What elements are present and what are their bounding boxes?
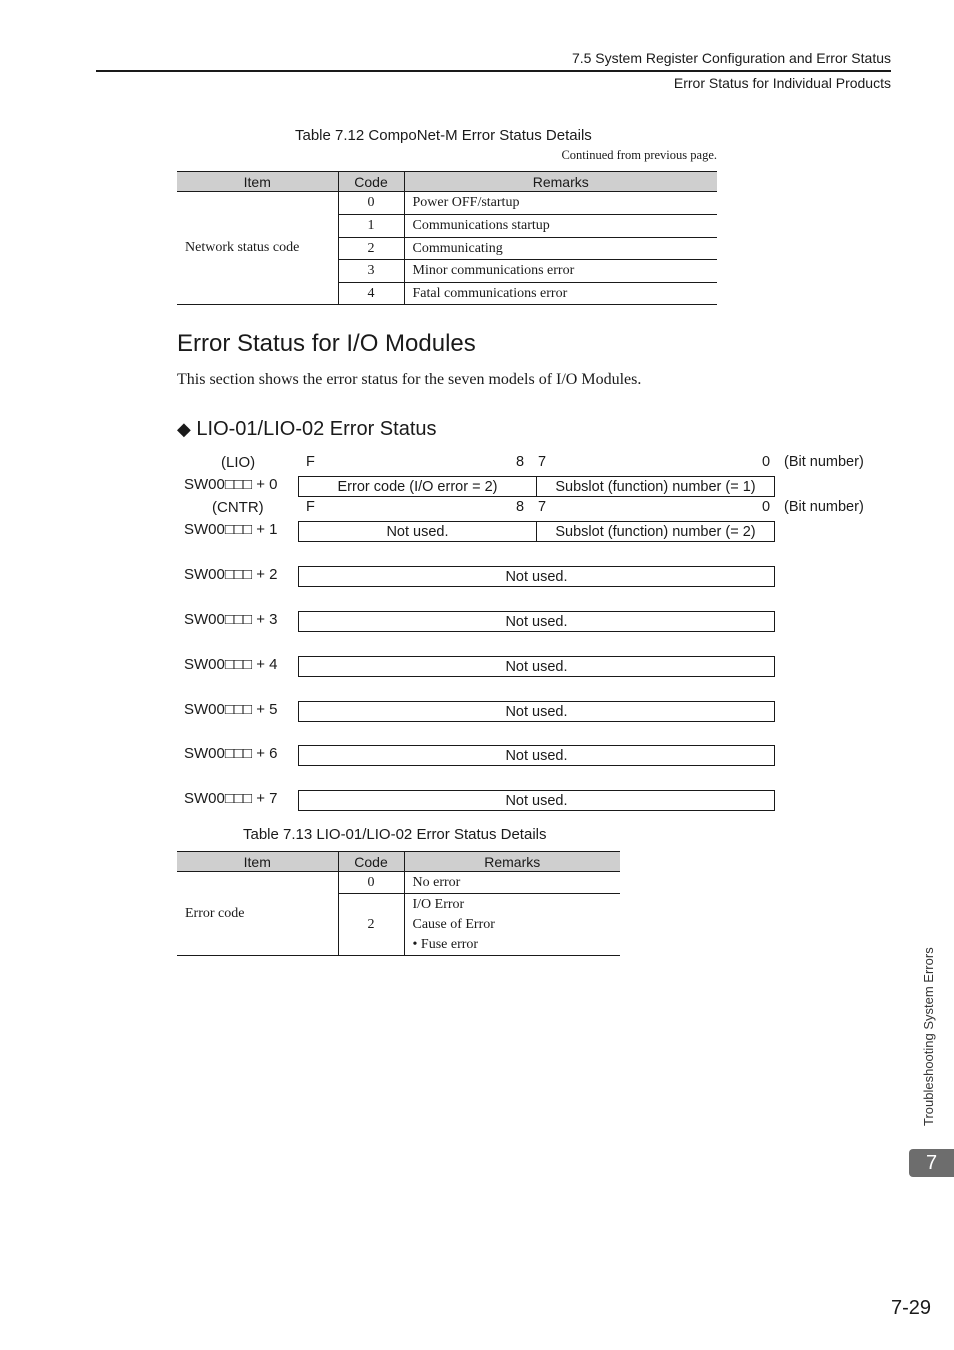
remarks-cell: No error bbox=[404, 872, 620, 894]
header-section-title: 7.5 System Register Configuration and Error Status bbox=[571, 50, 891, 66]
register-word-3 bbox=[298, 611, 775, 632]
register-word-4 bbox=[298, 656, 775, 677]
table-row bbox=[177, 872, 620, 894]
table-712-caption: Table 7.12 CompoNet-M Error Status Details bbox=[295, 127, 592, 144]
remarks-cell bbox=[404, 894, 620, 956]
bit-0-label: 0 bbox=[762, 454, 771, 470]
register-word-label: SW00□□□ + 7 bbox=[184, 790, 278, 807]
register-low-byte: Subslot (function) number (= 2) bbox=[536, 522, 774, 541]
remarks-cell: Minor communications error bbox=[404, 260, 717, 283]
remarks-cell: Power OFF/startup bbox=[404, 192, 717, 215]
bit-8-label: 8 bbox=[516, 454, 525, 470]
side-chapter-title: Troubleshooting System Errors bbox=[921, 947, 936, 1126]
table-713 bbox=[177, 851, 620, 956]
register-word-7 bbox=[298, 790, 775, 811]
table-712-continued-note: Continued from previous page. bbox=[561, 148, 717, 162]
bit-8-label: 8 bbox=[516, 499, 525, 515]
register-word-1 bbox=[298, 521, 775, 542]
remarks-bullet-line: • Fuse error bbox=[412, 936, 479, 952]
remarks-cell: Communications startup bbox=[404, 215, 717, 238]
register-full-word: Not used. bbox=[505, 792, 568, 809]
diamond-bullet-icon: ◆ bbox=[177, 419, 191, 439]
register-word-6 bbox=[298, 745, 775, 766]
register-word-label: SW00□□□ + 3 bbox=[184, 611, 278, 628]
column-header-item: Item bbox=[177, 852, 338, 872]
cntr-label: (CNTR) bbox=[212, 499, 264, 516]
register-full-word: Not used. bbox=[505, 658, 568, 675]
register-full-word: Not used. bbox=[505, 703, 568, 720]
code-cell: 0 bbox=[338, 192, 404, 215]
subsection-heading bbox=[177, 418, 437, 441]
lio-label: (LIO) bbox=[221, 454, 256, 471]
table-712 bbox=[177, 171, 717, 305]
section-title: Error Status for I/O Modules bbox=[177, 330, 476, 357]
bit-number-label: (Bit number) bbox=[784, 454, 864, 470]
register-word-label: SW00□□□ + 6 bbox=[184, 745, 278, 762]
bit-7-label: 7 bbox=[538, 454, 547, 470]
subsection-title: LIO-01/LIO-02 Error Status bbox=[196, 418, 437, 440]
register-high-byte: Error code (I/O error = 2) bbox=[337, 478, 498, 495]
column-header-code: Code bbox=[338, 852, 404, 872]
remarks-line: I/O Error bbox=[412, 896, 465, 912]
register-word-label: SW00□□□ + 5 bbox=[184, 701, 278, 718]
table-row bbox=[177, 192, 717, 215]
register-full-word: Not used. bbox=[505, 613, 568, 630]
register-word-label: SW00□□□ + 2 bbox=[184, 566, 278, 583]
remarks-line: Cause of Error bbox=[412, 916, 495, 932]
column-header-remarks: Remarks bbox=[404, 852, 620, 872]
register-low-byte: Subslot (function) number (= 1) bbox=[536, 477, 774, 496]
column-header-code: Code bbox=[338, 172, 404, 192]
register-full-word: Not used. bbox=[505, 747, 568, 764]
table-header-row bbox=[177, 852, 620, 872]
register-word-label: SW00□□□ + 0 bbox=[184, 476, 278, 493]
column-header-item: Item bbox=[177, 172, 338, 192]
code-cell: 3 bbox=[338, 260, 404, 283]
bit-0-label: 0 bbox=[762, 499, 771, 515]
header-rule bbox=[96, 70, 891, 72]
register-word-label: SW00□□□ + 1 bbox=[184, 521, 278, 538]
chapter-tab[interactable]: 7 bbox=[909, 1149, 954, 1177]
bit-number-label: (Bit number) bbox=[784, 499, 864, 515]
remarks-cell: Communicating bbox=[404, 238, 717, 260]
code-cell: 2 bbox=[338, 238, 404, 260]
code-cell: 0 bbox=[338, 872, 404, 894]
page-number: 7-29 bbox=[890, 1297, 931, 1319]
register-word-5 bbox=[298, 701, 775, 722]
code-cell: 1 bbox=[338, 215, 404, 238]
item-cell: Error code bbox=[177, 872, 338, 956]
remarks-cell: Fatal communications error bbox=[404, 283, 717, 305]
register-high-byte: Not used. bbox=[386, 523, 449, 540]
table-713-caption: Table 7.13 LIO-01/LIO-02 Error Status Details bbox=[243, 826, 547, 843]
table-header-row bbox=[177, 172, 717, 192]
section-intro: This section shows the error status for the seven models of I/O Modules. bbox=[177, 371, 642, 388]
bit-f-label: F bbox=[306, 454, 315, 470]
header-subsection-title: Error Status for Individual Products bbox=[673, 75, 891, 91]
item-cell: Network status code bbox=[177, 192, 338, 305]
bit-7-label: 7 bbox=[538, 499, 547, 515]
register-word-0 bbox=[298, 476, 775, 497]
register-word-label: SW00□□□ + 4 bbox=[184, 656, 278, 673]
code-cell: 4 bbox=[338, 283, 404, 305]
register-full-word: Not used. bbox=[505, 568, 568, 585]
bit-f-label: F bbox=[306, 499, 315, 515]
register-word-2 bbox=[298, 566, 775, 587]
column-header-remarks: Remarks bbox=[404, 172, 717, 192]
code-cell: 2 bbox=[338, 894, 404, 956]
